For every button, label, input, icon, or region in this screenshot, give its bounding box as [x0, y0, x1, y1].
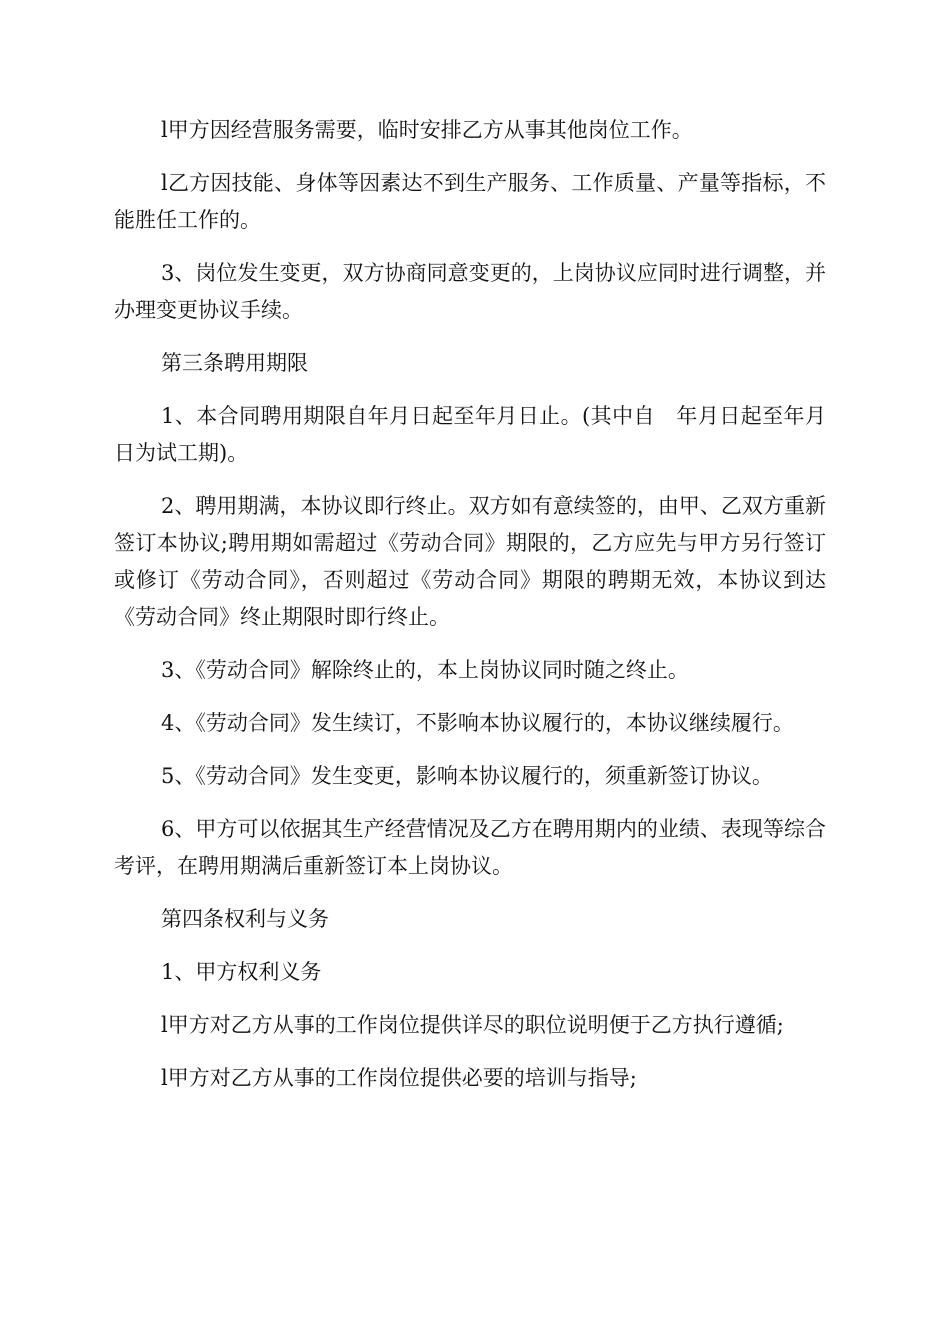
paragraph-contract-change: 5、《劳动合同》发生变更，影响本协议履行的，须重新签订协议。 [161, 764, 773, 788]
paragraph-term-period: 1、本合同聘用期限自年月日起至年月日止。(其中自 年月日起至年月日为试工期)。 [114, 404, 826, 465]
paragraph-training: l甲方对乙方从事的工作岗位提供必要的培训与指导; [161, 1066, 637, 1090]
section-heading-article-3: 第三条聘用期限 [161, 351, 308, 375]
paragraph-incompetence: l乙方因技能、身体等因素达不到生产服务、工作质量、产量等指标，不能胜任工作的。 [114, 171, 826, 232]
document-body [114, 112, 826, 1113]
paragraph-re-signing: 6、甲方可以依据其生产经营情况及乙方在聘用期内的业绩、表现等综合考评，在聘用期满后重新签订本上岗协议。 [114, 817, 826, 878]
paragraph-contract-renewal: 4、《劳动合同》发生续订，不影响本协议履行的，本协议继续履行。 [161, 711, 794, 735]
paragraph-contract-termination: 3、《劳动合同》解除终止的，本上岗协议同时随之终止。 [161, 658, 689, 682]
subheading-party-a-rights: 1、甲方权利义务 [161, 960, 322, 984]
section-heading-article-4: 第四条权利与义务 [161, 907, 329, 931]
paragraph-term-expiry: 2、聘用期满，本协议即行终止。双方如有意续签的，由甲、乙双方重新签订本协议;聘用期如需超过《劳动合同》期限的，乙方应先与甲方另行签订或修订《劳动合同》，否则超过《劳动合同》期限的聘期无效，本协议到达《劳动合同》终止期限时即行终止。 [114, 494, 826, 629]
paragraph-job-description: l甲方对乙方从事的工作岗位提供详尽的职位说明便于乙方执行遵循; [161, 1013, 784, 1037]
paragraph-temporary-assignment: l甲方因经营服务需要，临时安排乙方从事其他岗位工作。 [161, 118, 693, 142]
paragraph-position-change: 3、岗位发生变更，双方协商同意变更的，上岗协议应同时进行调整，并办理变更协议手续。 [114, 261, 826, 322]
